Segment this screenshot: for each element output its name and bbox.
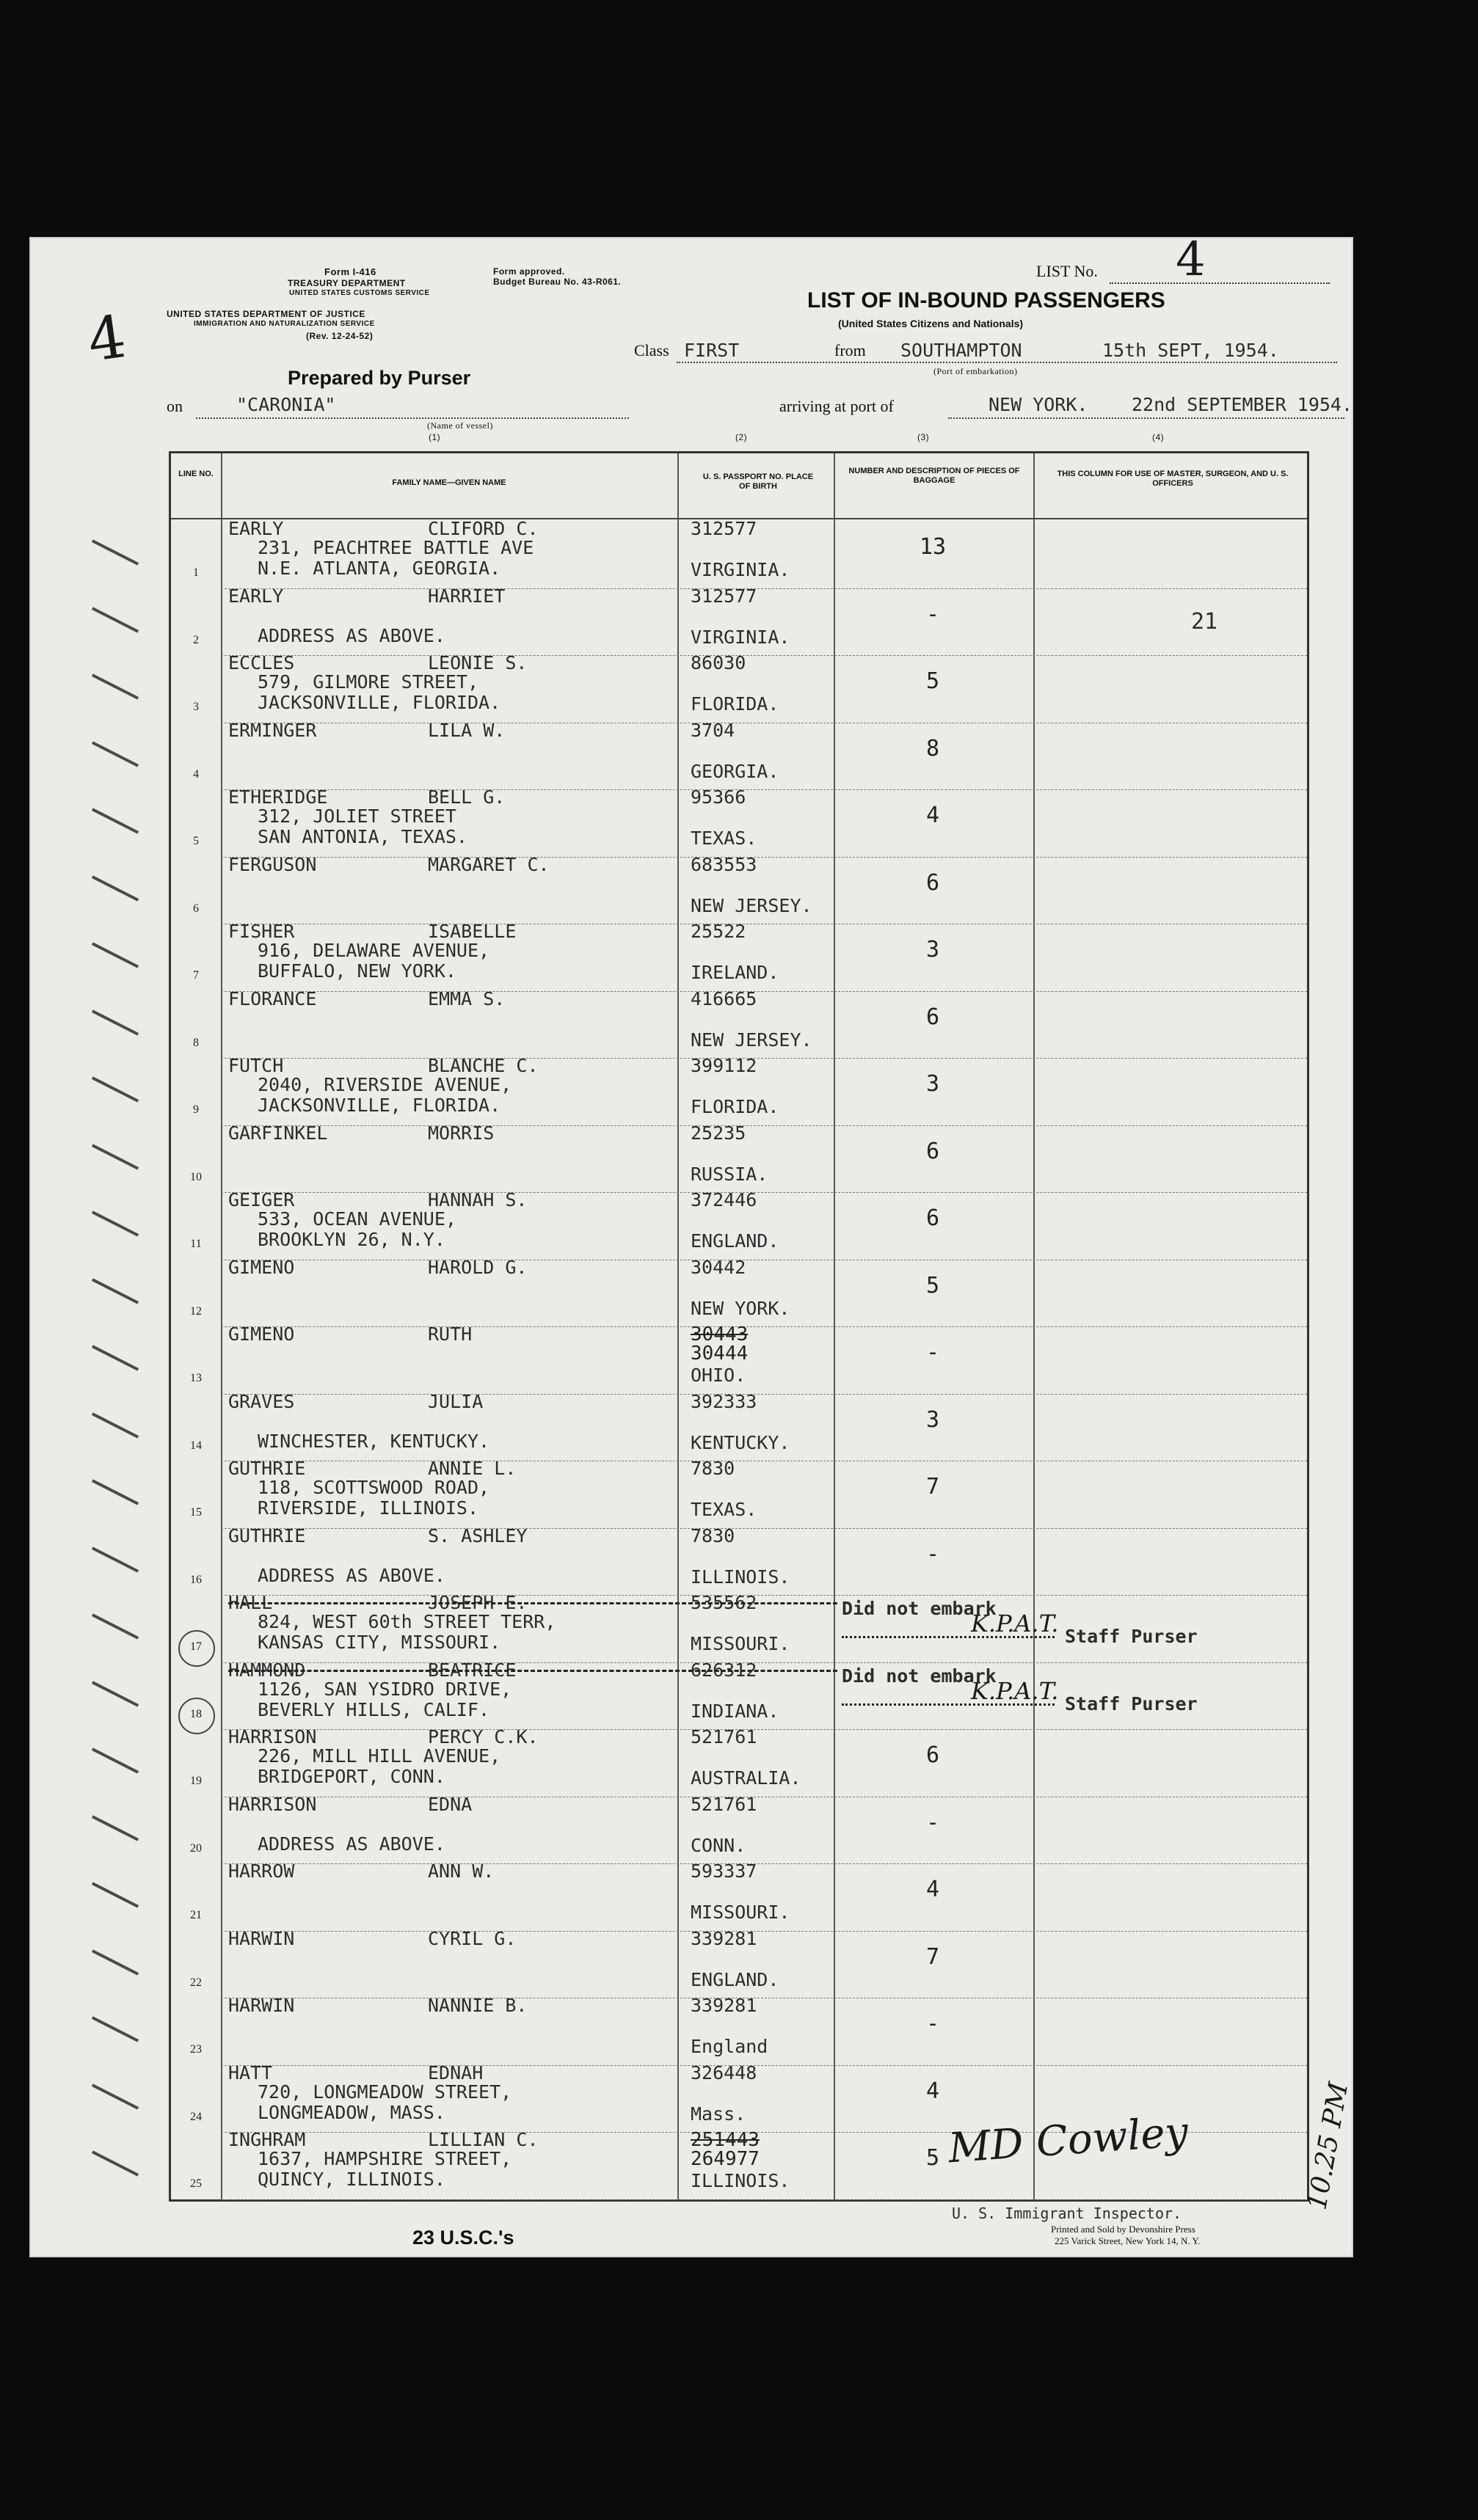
- address-line-2: JACKSONVILLE, FLORIDA.: [258, 1095, 501, 1116]
- line-number: 16: [190, 1573, 202, 1586]
- passport-number-struck: 251443: [691, 2129, 760, 2151]
- check-mark: [92, 539, 139, 565]
- form-subtitle: (United States Citizens and Nationals): [838, 318, 1024, 329]
- given-name: CYRIL G.: [428, 1927, 517, 1949]
- check-mark: [92, 1815, 139, 1841]
- given-name: LILA W.: [428, 719, 506, 741]
- col-header-officers: THIS COLUMN FOR USE OF MASTER, SURGEON, AND U. S. OFFICERS: [1057, 470, 1289, 488]
- line-number: 5: [193, 835, 199, 847]
- arriving-port: NEW YORK.: [989, 394, 1088, 415]
- check-mark: [92, 875, 139, 901]
- family-name: HALL: [228, 1592, 273, 1613]
- address-line-2: WINCHESTER, KENTUCKY.: [258, 1430, 490, 1452]
- address-line-1: 824, WEST 60th STREET TERR,: [258, 1611, 556, 1632]
- address-line-2: SAN ANTONIA, TEXAS.: [258, 826, 467, 847]
- prepared-by: Prepared by Purser: [288, 367, 471, 389]
- check-mark: [92, 1613, 139, 1639]
- arriving-label: arriving at port of: [779, 397, 894, 415]
- col-header-baggage: NUMBER AND DESCRIPTION OF PIECES OF BAGGAGE: [848, 467, 1020, 485]
- check-mark: [92, 1412, 139, 1438]
- list-number-line: [1110, 282, 1330, 284]
- family-name: HARRISON: [228, 1726, 317, 1747]
- place-of-birth: CONN.: [691, 1834, 746, 1856]
- given-name: BELL G.: [428, 786, 506, 808]
- usc-count: 23 U.S.C.'s: [412, 2227, 514, 2249]
- check-mark: [92, 1210, 139, 1236]
- given-name: HARRIET: [428, 585, 506, 607]
- passport-number: 312577: [691, 585, 757, 607]
- baggage-count: 8: [925, 735, 940, 762]
- given-name: ISABELLE: [428, 921, 517, 942]
- baggage-count: 3: [925, 937, 940, 963]
- row-divider: [221, 723, 1307, 724]
- line-number: 7: [193, 969, 199, 982]
- row-divider: [221, 1058, 1307, 1059]
- baggage-count: 4: [925, 803, 940, 828]
- inspector-signature: MD Cowley: [947, 2108, 1190, 2173]
- address-line-1: 720, LONGMEADOW STREET,: [258, 2081, 512, 2103]
- family-name: HAMMOND: [228, 1659, 306, 1681]
- family-name: ETHERIDGE: [228, 786, 328, 808]
- check-mark: [92, 1882, 139, 1907]
- passport-number: 312577: [691, 518, 757, 539]
- place-of-birth: Mass.: [691, 2103, 746, 2125]
- place-of-birth: ILLINOIS.: [691, 2170, 790, 2191]
- passport-number: 399112: [691, 1055, 757, 1076]
- place-of-birth: AUSTRALIA.: [691, 1767, 801, 1789]
- row-divider: [221, 1125, 1307, 1127]
- place-of-birth: NEW JERSEY.: [691, 1029, 812, 1051]
- given-name: LILLIAN C.: [428, 2129, 539, 2150]
- row-divider: [221, 1326, 1307, 1328]
- place-of-birth: IRELAND.: [691, 962, 779, 983]
- line-number: 11: [190, 1238, 202, 1250]
- line-number: 20: [190, 1841, 202, 1855]
- from-date: 15th SEPT, 1954.: [1102, 340, 1279, 361]
- list-label: LIST No.: [1036, 262, 1098, 280]
- given-name: CLIFORD C.: [428, 518, 539, 539]
- col-marker-4: (4): [1152, 432, 1165, 442]
- family-name: EARLY: [228, 585, 284, 607]
- passport-number: 593337: [691, 1860, 757, 1882]
- family-name: FISHER: [228, 921, 295, 942]
- row-divider: [221, 1863, 1307, 1865]
- check-mark: [92, 942, 139, 968]
- family-name: GRAVES: [228, 1390, 295, 1412]
- port-embark-caption: (Port of embarkation): [933, 366, 1018, 376]
- family-name: GUTHRIE: [228, 1458, 306, 1479]
- family-name: FUTCH: [228, 1055, 284, 1076]
- family-name: GEIGER: [228, 1189, 295, 1210]
- given-name: EMMA S.: [428, 987, 506, 1009]
- family-name: GUTHRIE: [228, 1524, 306, 1546]
- line-number: 15: [190, 1506, 202, 1519]
- class-value: FIRST: [684, 340, 740, 361]
- line-number: 2: [193, 633, 199, 646]
- address-line-2: LONGMEADOW, MASS.: [258, 2101, 445, 2123]
- row-divider: [221, 1662, 1307, 1664]
- address-line-1: 231, PEACHTREE BATTLE AVE: [258, 537, 534, 558]
- row-divider: [221, 1394, 1307, 1395]
- place-of-birth: TEXAS.: [691, 1499, 757, 1520]
- passport-number: 3704: [691, 719, 735, 741]
- list-number: 4: [1176, 233, 1206, 287]
- on-label: on: [167, 397, 183, 415]
- address-line-2: N.E. ATLANTA, GEORGIA.: [258, 558, 501, 579]
- revision-date: (Rev. 12-24-52): [306, 331, 374, 341]
- given-name: EDNA: [428, 1793, 473, 1815]
- place-of-birth: VIRGINIA.: [691, 559, 790, 580]
- check-mark: [92, 1681, 139, 1706]
- address-line-2: BRIDGEPORT, CONN.: [258, 1766, 445, 1787]
- address-line-2: BEVERLY HILLS, CALIF.: [258, 1698, 490, 1720]
- row-divider: [221, 588, 1307, 590]
- row-divider: [221, 991, 1307, 993]
- passport-number-struck: 30443: [691, 1323, 749, 1345]
- baggage-count: -: [925, 1340, 940, 1365]
- col-marker-3: (3): [917, 432, 930, 442]
- baggage-count: 6: [925, 1138, 940, 1164]
- place-of-birth: FLORIDA.: [691, 1096, 779, 1117]
- address-line-1: 2040, RIVERSIDE AVENUE,: [258, 1074, 512, 1095]
- line-number: 9: [193, 1103, 199, 1116]
- given-name: JULIA: [428, 1390, 484, 1412]
- vessel-caption: (Name of vessel): [427, 420, 493, 431]
- margin-handwritten-number: 4: [83, 302, 131, 376]
- passport-number: 25235: [691, 1122, 746, 1144]
- passenger-table: [169, 451, 1309, 2202]
- baggage-count: -: [925, 1541, 940, 1567]
- given-name: RUTH: [428, 1323, 473, 1345]
- address-line-2: ADDRESS AS ABOVE.: [258, 1564, 445, 1586]
- signature-time: 10.25 PM: [1302, 2080, 1355, 2213]
- check-mark: [92, 1144, 139, 1169]
- line-number: 24: [190, 2110, 202, 2123]
- given-name: S. ASHLEY: [428, 1524, 528, 1546]
- line-number: 14: [190, 1439, 202, 1452]
- given-name: ANNIE L.: [428, 1458, 517, 1479]
- passport-number: 339281: [691, 1995, 757, 2016]
- did-not-embark: Did not embark: [842, 1598, 997, 1619]
- printer-line-2: 225 Varick Street, New York 14, N. Y.: [1055, 2235, 1201, 2246]
- budget-bureau: Budget Bureau No. 43-R061.: [493, 277, 622, 287]
- address-line-1: 312, JOLIET STREET: [258, 806, 456, 827]
- col-header-line-no: LINE NO.: [178, 470, 214, 478]
- line-number: 22: [190, 1976, 202, 1989]
- passport-number: 30444: [691, 1343, 749, 1365]
- place-of-birth: KENTUCKY.: [691, 1431, 790, 1453]
- row-divider: [221, 1192, 1307, 1194]
- line-number: 23: [190, 2043, 202, 2056]
- given-name: BLANCHE C.: [428, 1055, 539, 1076]
- address-line-2: ADDRESS AS ABOVE.: [258, 624, 445, 646]
- address-line-2: RIVERSIDE, ILLINOIS.: [258, 1497, 479, 1519]
- family-name: HARWIN: [228, 1927, 295, 1949]
- address-line-1: 118, SCOTTSWOOD ROAD,: [258, 1477, 490, 1498]
- baggage-count: -: [925, 601, 940, 627]
- line-number: 4: [193, 767, 199, 781]
- family-name: EARLY: [228, 518, 284, 539]
- passport-number: 7830: [691, 1524, 735, 1546]
- form-approved: Form approved.: [493, 266, 565, 277]
- passport-number: 372446: [691, 1189, 757, 1210]
- passport-number: 326448: [691, 2061, 757, 2083]
- ins-service: IMMIGRATION AND NATURALIZATION SERVICE: [194, 320, 375, 328]
- col-marker-1: (1): [429, 432, 441, 442]
- manifest-page: [31, 233, 1355, 2256]
- staff-purser: Staff Purser: [1065, 1626, 1198, 1647]
- address-line-1: 579, GILMORE STREET,: [258, 671, 479, 693]
- line-number: 6: [193, 902, 199, 915]
- passport-number: 264977: [691, 2148, 760, 2170]
- family-name: HARROW: [228, 1860, 295, 1882]
- staff-purser: Staff Purser: [1065, 1692, 1198, 1714]
- check-mark: [92, 2150, 139, 2176]
- place-of-birth: ENGLAND.: [691, 1230, 779, 1252]
- passport-number: 683553: [691, 853, 757, 875]
- vessel-line: [196, 417, 629, 419]
- class-label: Class: [634, 341, 669, 359]
- baggage-count: 6: [925, 1004, 940, 1030]
- row-divider: [221, 1528, 1307, 1530]
- place-of-birth: ENGLAND.: [691, 1968, 779, 1990]
- treasury-dept: TREASURY DEPARTMENT: [288, 278, 406, 288]
- passport-number: 95366: [691, 786, 746, 808]
- baggage-count: 6: [925, 1205, 940, 1231]
- line-number: 12: [190, 1304, 202, 1318]
- family-name: ECCLES: [228, 652, 295, 673]
- officer-note: 21: [1191, 608, 1218, 635]
- check-mark: [92, 1009, 139, 1035]
- address-line-1: 1126, SAN YSIDRO DRIVE,: [258, 1678, 512, 1700]
- check-mark: [92, 1949, 139, 1975]
- place-of-birth: RUSSIA.: [691, 1163, 768, 1185]
- purser-initials: K.P.A.T.: [971, 1676, 1059, 1705]
- row-divider: [221, 857, 1307, 858]
- family-name: ERMINGER: [228, 719, 317, 741]
- form-number: Form I-416: [324, 266, 376, 277]
- check-mark: [92, 607, 139, 632]
- rows-layer: [171, 453, 1307, 2199]
- row-divider: [221, 789, 1307, 791]
- line-number: 17: [190, 1640, 202, 1653]
- passport-number: 521761: [691, 1793, 757, 1815]
- baggage-count: 5: [925, 2145, 940, 2171]
- baggage-count: 6: [925, 1742, 940, 1768]
- did-not-embark: Did not embark: [842, 1665, 997, 1687]
- check-mark: [92, 2016, 139, 2042]
- from-port: SOUTHAMPTON: [900, 340, 1022, 361]
- check-mark: [92, 1278, 139, 1304]
- check-mark: [92, 1546, 139, 1572]
- baggage-count: 3: [925, 1406, 940, 1433]
- line-number: 13: [190, 1372, 202, 1384]
- from-label: from: [834, 341, 866, 359]
- line-number: 10: [190, 1170, 202, 1183]
- baggage-count: -: [925, 1809, 940, 1836]
- justice-dept: UNITED STATES DEPARTMENT OF JUSTICE: [167, 309, 365, 319]
- line-circle: [178, 1630, 215, 1667]
- row-divider: [221, 1729, 1307, 1731]
- check-mark: [92, 1747, 139, 1773]
- baggage-count: 4: [925, 1877, 940, 1902]
- family-name: HARRISON: [228, 1793, 317, 1815]
- check-mark: [92, 1076, 139, 1102]
- address-line-1: 916, DELAWARE AVENUE,: [258, 940, 490, 961]
- baggage-count: -: [925, 2011, 940, 2037]
- given-name: MORRIS: [428, 1122, 495, 1144]
- check-mark: [92, 1345, 139, 1370]
- place-of-birth: NEW YORK.: [691, 1297, 790, 1319]
- family-name: HARWIN: [228, 1995, 295, 2016]
- passport-number: 25522: [691, 921, 746, 942]
- strike-line: [228, 1670, 837, 1672]
- address-line-2: BROOKLYN 26, N.Y.: [258, 1229, 445, 1250]
- check-mark: [92, 741, 139, 767]
- place-of-birth: ILLINOIS.: [691, 1566, 790, 1588]
- place-of-birth: England: [691, 2036, 768, 2057]
- line-number: 21: [190, 1909, 202, 1921]
- arriving-date: 22nd SEPTEMBER 1954.: [1132, 394, 1353, 415]
- place-of-birth: MISSOURI.: [691, 1902, 790, 1923]
- address-line-2: ADDRESS AS ABOVE.: [258, 1833, 445, 1855]
- line-circle: [178, 1698, 215, 1734]
- passport-number: 7830: [691, 1458, 735, 1479]
- given-name: BEATRICE: [428, 1659, 517, 1681]
- row-divider: [221, 924, 1307, 925]
- line-number: 18: [190, 1707, 202, 1720]
- check-mark: [92, 1479, 139, 1505]
- address-line-1: 1637, HAMPSHIRE STREET,: [258, 2148, 512, 2169]
- place-of-birth: INDIANA.: [691, 1700, 779, 1722]
- given-name: HAROLD G.: [428, 1256, 528, 1278]
- passport-number: 86030: [691, 652, 746, 673]
- place-of-birth: FLORIDA.: [691, 693, 779, 715]
- address-line-2: QUINCY, ILLINOIS.: [258, 2169, 445, 2190]
- passport-number: 416665: [691, 987, 757, 1009]
- address-line-2: JACKSONVILLE, FLORIDA.: [258, 692, 501, 713]
- passport-number: 30442: [691, 1256, 746, 1278]
- family-name: HATT: [228, 2061, 273, 2083]
- baggage-count: 5: [925, 668, 940, 694]
- row-divider: [221, 1998, 1307, 1999]
- given-name: ANN W.: [428, 1860, 495, 1882]
- vessel-name: "CARONIA": [236, 394, 336, 415]
- baggage-count: 3: [925, 1071, 940, 1097]
- row-divider: [221, 1931, 1307, 1932]
- row-divider: [221, 1595, 1307, 1596]
- given-name: LEONIE S.: [428, 652, 528, 673]
- check-mark: [92, 673, 139, 699]
- given-name: EDNAH: [428, 2061, 484, 2083]
- col-header-passport: U. S. PASSPORT NO. PLACE OF BIRTH: [702, 472, 814, 491]
- family-name: GARFINKEL: [228, 1122, 328, 1144]
- row-divider: [221, 1797, 1307, 1798]
- row-divider: [221, 2199, 1307, 2201]
- address-line-2: BUFFALO, NEW YORK.: [258, 960, 456, 982]
- given-name: MARGARET C.: [428, 853, 550, 875]
- baggage-count: 7: [925, 1474, 940, 1500]
- check-mark: [92, 808, 139, 833]
- col-header-name: FAMILY NAME—GIVEN NAME: [392, 478, 506, 487]
- row-divider: [221, 1260, 1307, 1261]
- line-number: 19: [190, 1775, 202, 1787]
- line-number: 25: [190, 2177, 202, 2190]
- passport-number: 392333: [691, 1390, 757, 1412]
- check-mark: [92, 2083, 139, 2109]
- place-of-birth: OHIO.: [691, 1365, 746, 1386]
- passport-number: 521761: [691, 1726, 757, 1747]
- row-divider: [221, 2065, 1307, 2067]
- given-name: HANNAH S.: [428, 1189, 528, 1210]
- place-of-birth: TEXAS.: [691, 828, 757, 849]
- passport-number: 626312: [691, 1659, 757, 1681]
- baggage-count: 4: [925, 2078, 940, 2104]
- printer-line-1: Printed and Sold by Devonshire Press: [1051, 2224, 1195, 2235]
- place-of-birth: GEORGIA.: [691, 760, 779, 782]
- baggage-count: 13: [919, 534, 947, 560]
- place-of-birth: NEW JERSEY.: [691, 894, 812, 916]
- family-name: GIMENO: [228, 1323, 295, 1345]
- row-divider: [221, 1461, 1307, 1462]
- given-name: PERCY C.K.: [428, 1726, 539, 1747]
- class-line: [677, 362, 1337, 363]
- family-name: GIMENO: [228, 1256, 295, 1278]
- line-number: 1: [193, 566, 199, 579]
- given-name: JOSEPH E.: [428, 1592, 528, 1613]
- baggage-count: 6: [925, 869, 940, 896]
- baggage-count: 7: [925, 1943, 940, 1970]
- baggage-count: 5: [925, 1272, 940, 1299]
- given-name: NANNIE B.: [428, 1995, 528, 2016]
- strike-line: [228, 1602, 837, 1604]
- passport-number: 339281: [691, 1927, 757, 1949]
- row-divider: [221, 655, 1307, 657]
- purser-initials: K.P.A.T.: [971, 1610, 1059, 1637]
- customs-service: UNITED STATES CUSTOMS SERVICE: [289, 289, 430, 297]
- place-of-birth: MISSOURI.: [691, 1633, 790, 1654]
- family-name: FLORANCE: [228, 987, 317, 1009]
- address-line-2: KANSAS CITY, MISSOURI.: [258, 1632, 501, 1653]
- col-marker-2: (2): [735, 432, 748, 442]
- place-of-birth: VIRGINIA.: [691, 626, 790, 648]
- line-number: 8: [193, 1036, 199, 1049]
- family-name: INGHRAM: [228, 2129, 306, 2150]
- arriving-line: [948, 417, 1344, 419]
- family-name: FERGUSON: [228, 853, 317, 875]
- address-line-1: 226, MILL HILL AVENUE,: [258, 1745, 501, 1767]
- inspector-caption: U. S. Immigrant Inspector.: [952, 2205, 1182, 2222]
- address-line-1: 533, OCEAN AVENUE,: [258, 1208, 456, 1230]
- form-title: LIST OF IN-BOUND PASSENGERS: [807, 288, 1165, 313]
- line-number: 3: [193, 701, 199, 713]
- passport-number: 535562: [691, 1592, 757, 1613]
